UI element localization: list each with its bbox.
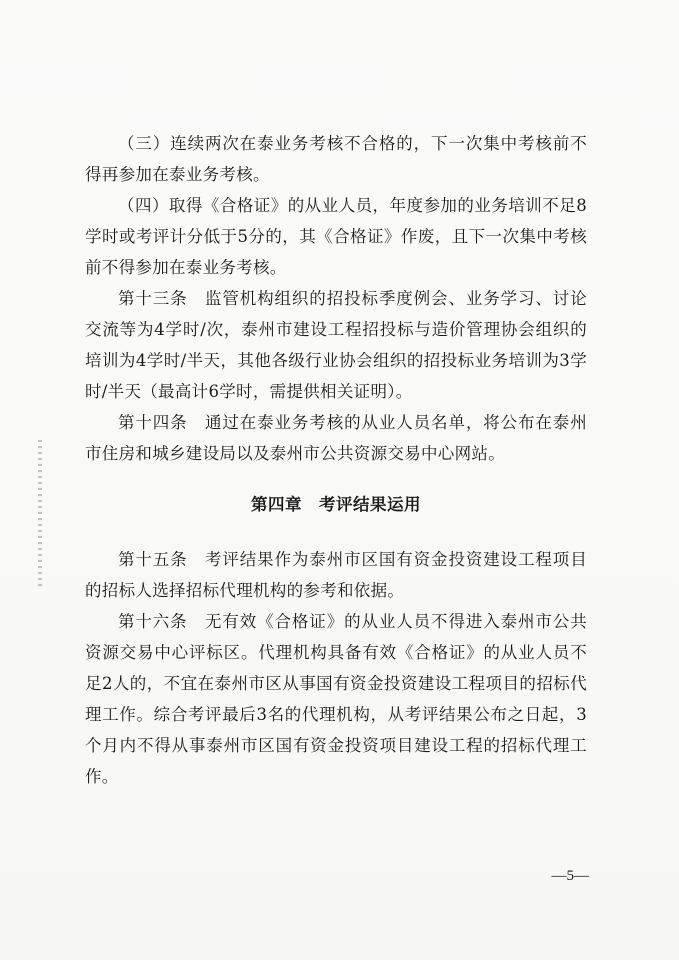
paragraph-article-15: 第十五条 考评结果作为泰州市区国有资金投资建设工程项目的招标人选择招标代理机构的参考和依据。 (85, 550, 587, 600)
paragraph-article-16: 第十六条 无有效《合格证》的从业人员不得进入泰州市公共资源交易中心评标区。代理机构具备有效《合格证》的从业人员不足2人的，不宜在泰州市区从事国有资金投资建设工程项目的招标代理工作。综合考评最后3名的代理机构，从考评结果公布之日起，3个月内不得从事泰州市区国有资金投资项目建设工程的招标代理工作。 (85, 612, 587, 786)
chapter-title: 第四章 考评结果运用 (251, 495, 421, 514)
paragraph-item-3: （三）连续两次在泰业务考核不合格的，下一次集中考核前不得再参加在泰业务考核。 (85, 134, 587, 184)
document-body (85, 128, 587, 792)
page-number: —5— (551, 868, 589, 884)
binding-marks (38, 440, 42, 590)
paragraph-item-4: （四）取得《合格证》的从业人员，年度参加的业务培训不足8学时或考评计分低于5分的，其《合格证》作废，且下一次集中考核前不得参加在泰业务考核。 (85, 196, 587, 277)
paragraph-article-14: 第十四条 通过在泰业务考核的从业人员名单，将公布在泰州市住房和城乡建设局以及泰州市公共资源交易中心网站。 (85, 413, 587, 463)
paragraph-article-13: 第十三条 监管机构组织的招投标季度例会、业务学习、讨论交流等为4学时/次，泰州市建设工程招投标与造价管理协会组织的培训为4学时/半天，其他各级行业协会组织的招投标业务培训为3学时/半天（最高计6学时，需提供相关证明）。 (85, 289, 587, 401)
